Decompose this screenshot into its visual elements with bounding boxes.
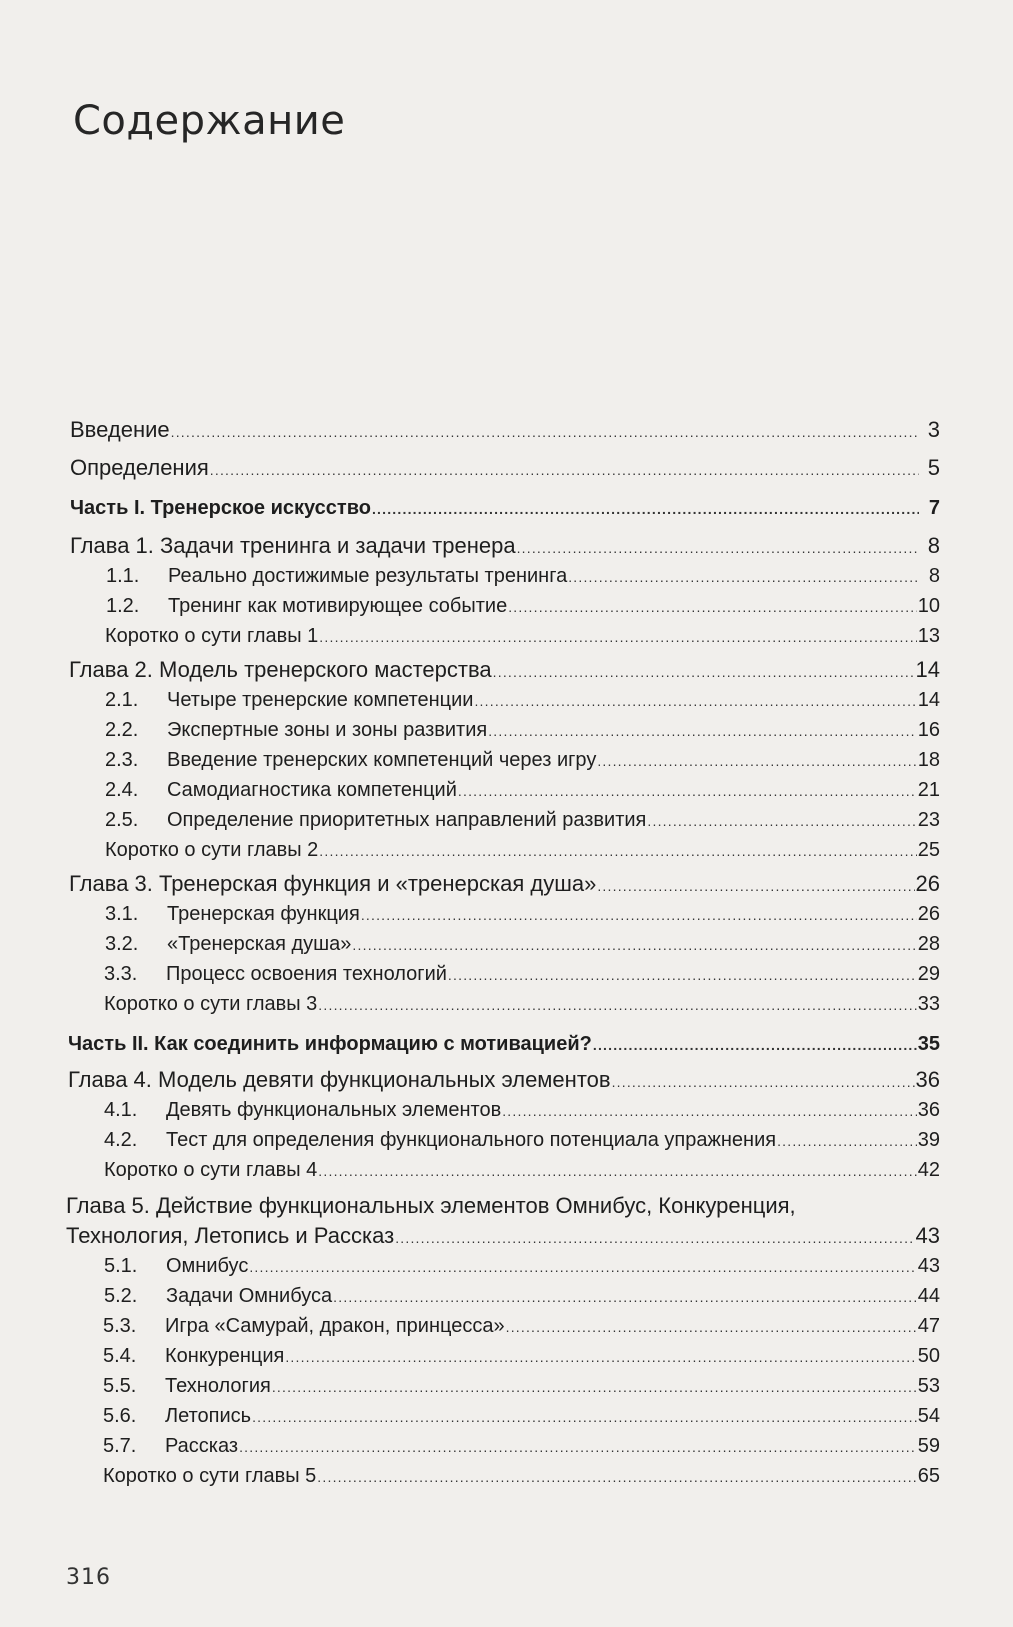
toc-subentry <box>103 1432 940 1460</box>
toc-entry <box>68 1066 940 1094</box>
toc-subentry <box>105 930 940 958</box>
toc-leader-dots <box>252 1403 917 1431</box>
toc-entry-number: 3.2. <box>105 933 139 955</box>
toc-page-number: 28 <box>917 933 940 955</box>
toc-entry-number: 4.1. <box>104 1099 138 1121</box>
toc-entry-title: Четыре тренерские компетенции <box>167 689 474 711</box>
toc-entry-title: Коротко о сути главы 3 <box>104 993 318 1015</box>
toc-entry-title: Задачи Омнибуса <box>166 1285 333 1307</box>
toc-entry-title: Летопись <box>165 1405 252 1427</box>
toc-page-number: 7 <box>928 497 940 519</box>
toc-page-number: 65 <box>917 1465 940 1487</box>
toc-entry-number: 5.2. <box>104 1285 138 1307</box>
toc-leader-dots <box>458 777 917 805</box>
toc-entry-title: Самодиагностика компетенций <box>167 779 457 801</box>
toc-leader-dots <box>318 1157 916 1185</box>
toc-page-number: 16 <box>917 719 940 741</box>
toc-leader-dots <box>319 837 916 865</box>
toc-entry-number: 1.1. <box>106 565 140 587</box>
toc-leader-dots <box>488 717 917 745</box>
toc-leader-dots <box>612 1068 915 1096</box>
toc-leader-dots <box>249 1253 916 1281</box>
toc-entry <box>70 454 940 482</box>
toc-page-number: 36 <box>915 1067 940 1092</box>
toc-leader-dots <box>395 1224 914 1252</box>
toc-page-number: 43 <box>915 1223 940 1248</box>
toc-page-number: 50 <box>917 1345 940 1367</box>
toc-entry-title: Процесс освоения технологий <box>166 963 447 985</box>
toc-entry-title: Конкуренция <box>165 1345 285 1367</box>
toc-entry-title: Девять функциональных элементов <box>166 1099 502 1121</box>
toc-leader-dots <box>506 1313 917 1341</box>
toc-page-number: 13 <box>917 625 940 647</box>
toc-entry <box>66 1222 940 1250</box>
toc-entry-number: 2.3. <box>105 749 139 771</box>
toc-entry-number: 4.2. <box>104 1129 138 1151</box>
toc-entry-number: 2.5. <box>105 809 139 831</box>
toc-entry-number: 5.7. <box>103 1435 137 1457</box>
toc-leader-dots <box>508 593 917 621</box>
toc-entry-number: 5.3. <box>103 1315 137 1337</box>
toc-leader-dots <box>372 495 919 523</box>
toc-leader-dots <box>777 1127 917 1155</box>
toc-leader-dots <box>647 807 916 835</box>
toc-entry <box>70 532 940 560</box>
toc-subentry <box>103 1312 940 1340</box>
toc-subentry <box>105 806 940 834</box>
toc-leader-dots <box>597 872 914 900</box>
toc-subentry <box>106 562 940 590</box>
toc-entry-title: Тест для определения функционального потенциала упражнения <box>166 1129 777 1151</box>
toc-page-number: 33 <box>917 993 940 1015</box>
toc-entry-title: Глава 3. Тренерская функция и «тренерская душа» <box>69 871 597 896</box>
toc-entry-title: Реально достижимые результаты тренинга <box>168 565 568 587</box>
page-number: 316 <box>66 1565 111 1590</box>
toc-entry-number: 2.2. <box>105 719 139 741</box>
toc-leader-dots <box>448 961 917 989</box>
toc-leader-dots <box>333 1283 917 1311</box>
toc-page-number: 29 <box>917 963 940 985</box>
toc-entry-number: 5.6. <box>103 1405 137 1427</box>
toc-leader-dots <box>474 687 916 715</box>
toc-subentry <box>103 1372 940 1400</box>
toc-page-number: 5 <box>927 455 940 480</box>
toc-entry-title: Игра «Самурай, дракон, принцесса» <box>165 1315 505 1337</box>
toc-leader-dots <box>593 1031 917 1059</box>
toc-page-number: 8 <box>928 565 940 587</box>
toc-subentry <box>104 1252 940 1280</box>
toc-summary <box>105 622 940 650</box>
toc-entry-title: Глава 2. Модель тренерского мастерства <box>69 657 492 682</box>
toc-subentry <box>103 1342 940 1370</box>
toc-subentry <box>103 1402 940 1430</box>
toc-subentry <box>106 592 940 620</box>
toc-page-number: 26 <box>915 871 940 896</box>
toc-page-number: 21 <box>917 779 940 801</box>
toc-subentry <box>105 776 940 804</box>
toc-entry-title: Определения <box>70 455 209 480</box>
toc-entry-number: 3.3. <box>104 963 138 985</box>
toc-page-number: 36 <box>917 1099 940 1121</box>
toc-leader-dots <box>517 534 919 562</box>
toc-entry-title: «Тренерская душа» <box>167 933 352 955</box>
toc-leader-dots <box>493 658 915 686</box>
toc-page-number: 25 <box>917 839 940 861</box>
toc-leader-dots <box>210 456 919 484</box>
toc-entry <box>69 870 940 898</box>
toc-leader-dots <box>285 1343 916 1371</box>
toc-entry-title: Коротко о сути главы 5 <box>103 1465 317 1487</box>
toc-page-number: 44 <box>917 1285 940 1307</box>
toc-entry-title: Экспертные зоны и зоны развития <box>167 719 488 741</box>
toc-entry-number: 3.1. <box>105 903 139 925</box>
toc-page-number: 3 <box>927 417 940 442</box>
toc-page-number: 8 <box>927 533 940 558</box>
toc-leader-dots <box>502 1097 917 1125</box>
toc-subentry <box>104 960 940 988</box>
toc-summary <box>104 990 940 1018</box>
toc-part <box>70 494 940 522</box>
toc-entry-title: Технология, Летопись и Рассказ <box>66 1223 395 1248</box>
toc-leader-dots <box>239 1433 917 1461</box>
toc-entry-title: Омнибус <box>166 1255 249 1277</box>
toc-leader-dots <box>318 991 916 1019</box>
toc-entry-title: Тренинг как мотивирующее событие <box>168 595 508 617</box>
toc-entry-number: 5.4. <box>103 1345 137 1367</box>
toc-leader-dots <box>319 623 916 651</box>
toc-subentry <box>104 1282 940 1310</box>
toc-entry-title: Введение тренерских компетенций через игру <box>167 749 597 771</box>
toc-subentry <box>104 1096 940 1124</box>
toc-entry-title: Рассказ <box>165 1435 239 1457</box>
toc-subentry <box>105 716 940 744</box>
toc-subentry <box>104 1126 940 1154</box>
toc-page-number: 35 <box>917 1033 940 1055</box>
toc-summary <box>103 1462 940 1490</box>
toc-subentry <box>105 686 940 714</box>
toc-entry-title: Глава 1. Задачи тренинга и задачи тренера <box>70 533 516 558</box>
toc-leader-dots <box>352 931 916 959</box>
toc-leader-dots <box>597 747 916 775</box>
toc-page-number: 42 <box>917 1159 940 1181</box>
toc-page-number: 59 <box>917 1435 940 1457</box>
toc-entry-number: 5.1. <box>104 1255 138 1277</box>
toc-leader-dots <box>568 563 919 591</box>
toc-entry-title: Определение приоритетных направлений развития <box>167 809 647 831</box>
toc-page-number: 54 <box>917 1405 940 1427</box>
toc-entry-title: Введение <box>70 417 170 442</box>
toc-page-number: 47 <box>917 1315 940 1337</box>
toc-part <box>68 1030 940 1058</box>
toc-page-number: 39 <box>917 1129 940 1151</box>
toc-entry-number: 1.2. <box>106 595 140 617</box>
toc-page-number: 10 <box>917 595 940 617</box>
toc-page-number: 14 <box>915 657 940 682</box>
toc-entry-title: Тренерская функция <box>167 903 360 925</box>
toc-page-number: 18 <box>917 749 940 771</box>
toc-page-number: 26 <box>917 903 940 925</box>
toc-entry-title: Коротко о сути главы 4 <box>104 1159 318 1181</box>
toc-subentry <box>105 900 940 928</box>
toc-entry-title: Коротко о сути главы 1 <box>105 625 319 647</box>
toc-leader-dots <box>361 901 917 929</box>
toc-entry <box>70 416 940 444</box>
toc-page-number: 43 <box>917 1255 940 1277</box>
toc-entry-number: 2.1. <box>105 689 139 711</box>
toc-leader-dots <box>171 418 919 446</box>
page-title: Содержание <box>73 98 346 144</box>
toc-entry <box>66 1192 940 1220</box>
toc-entry-number: 5.5. <box>103 1375 137 1397</box>
toc-entry-title: Часть I. Тренерское искусство <box>70 497 371 519</box>
toc-entry-title: Коротко о сути главы 2 <box>105 839 319 861</box>
toc-entry-title: Глава 4. Модель девяти функциональных элементов <box>68 1067 611 1092</box>
toc-summary <box>104 1156 940 1184</box>
toc-page-number: 23 <box>917 809 940 831</box>
toc-entry-title: Глава 5. Действие функциональных элементов Омнибус, Конкуренция, <box>66 1193 796 1218</box>
toc-subentry <box>105 746 940 774</box>
toc-entry <box>69 656 940 684</box>
toc-page-number: 53 <box>917 1375 940 1397</box>
toc-leader-dots <box>272 1373 917 1401</box>
toc-entry-number: 2.4. <box>105 779 139 801</box>
toc-entry-title: Часть II. Как соединить информацию с мотивацией? <box>68 1033 592 1055</box>
toc-summary <box>105 836 940 864</box>
toc-page-number: 14 <box>917 689 940 711</box>
toc-leader-dots <box>317 1463 916 1491</box>
toc-entry-title: Технология <box>165 1375 271 1397</box>
